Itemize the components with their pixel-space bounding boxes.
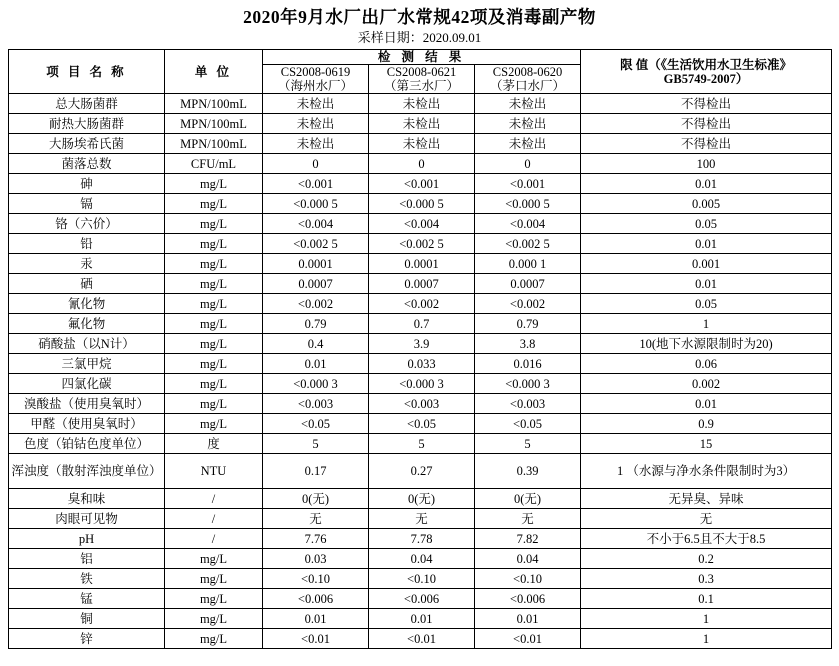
cell-unit: / — [165, 529, 263, 549]
cell-item-name: 三氯甲烷 — [9, 354, 165, 374]
cell-result-1: <0.000 3 — [263, 374, 369, 394]
table-row — [9, 354, 832, 374]
cell-limit: 0.01 — [581, 174, 832, 194]
cell-limit: 10(地下水源限制时为20) — [581, 334, 832, 354]
cell-result-3: 0.016 — [475, 354, 581, 374]
header-limit — [581, 50, 832, 94]
cell-item-name: 色度（铂钴色度单位） — [9, 434, 165, 454]
cell-result-3: <0.001 — [475, 174, 581, 194]
cell-result-3: 未检出 — [475, 94, 581, 114]
cell-item-name: 铬（六价） — [9, 214, 165, 234]
cell-result-1: <0.000 5 — [263, 194, 369, 214]
cell-result-3: <0.01 — [475, 629, 581, 649]
cell-result-1: 0.79 — [263, 314, 369, 334]
cell-unit: MPN/100mL — [165, 94, 263, 114]
cell-item-name: 硒 — [9, 274, 165, 294]
sample-plant: （茅口水厂） — [490, 79, 566, 93]
cell-unit: mg/L — [165, 414, 263, 434]
cell-result-2: <0.004 — [369, 214, 475, 234]
cell-result-1: 未检出 — [263, 134, 369, 154]
table-row — [9, 234, 832, 254]
cell-limit: 无异臭、异味 — [581, 489, 832, 509]
cell-item-name: 铅 — [9, 234, 165, 254]
table-row — [9, 214, 832, 234]
cell-result-3: 7.82 — [475, 529, 581, 549]
cell-unit: MPN/100mL — [165, 114, 263, 134]
table-row — [9, 134, 832, 154]
cell-unit: mg/L — [165, 629, 263, 649]
cell-unit: mg/L — [165, 314, 263, 334]
cell-unit: mg/L — [165, 569, 263, 589]
table-row — [9, 294, 832, 314]
header-results: 检 测 结 果 — [263, 50, 581, 65]
cell-result-2: 未检出 — [369, 114, 475, 134]
table-row — [9, 434, 832, 454]
cell-result-1: 0(无) — [263, 489, 369, 509]
cell-limit: 15 — [581, 434, 832, 454]
cell-result-3: <0.000 3 — [475, 374, 581, 394]
cell-result-3: 未检出 — [475, 134, 581, 154]
cell-item-name: 肉眼可见物 — [9, 509, 165, 529]
cell-limit: 不得检出 — [581, 114, 832, 134]
cell-result-3: <0.002 5 — [475, 234, 581, 254]
cell-unit: MPN/100mL — [165, 134, 263, 154]
cell-limit: 0.3 — [581, 569, 832, 589]
cell-item-name: 锰 — [9, 589, 165, 609]
cell-limit: 无 — [581, 509, 832, 529]
cell-limit: 0.2 — [581, 549, 832, 569]
cell-result-2: <0.002 5 — [369, 234, 475, 254]
cell-result-3: 0.01 — [475, 609, 581, 629]
cell-item-name: 臭和味 — [9, 489, 165, 509]
table-row — [9, 274, 832, 294]
cell-limit: 1 （水源与净水条件限制时为3） — [581, 454, 832, 489]
cell-item-name: 镉 — [9, 194, 165, 214]
cell-item-name: 氰化物 — [9, 294, 165, 314]
cell-item-name: 四氯化碳 — [9, 374, 165, 394]
cell-result-3: 0 — [475, 154, 581, 174]
cell-result-1: <0.003 — [263, 394, 369, 414]
table-row — [9, 414, 832, 434]
cell-result-2: 3.9 — [369, 334, 475, 354]
cell-result-2: 0.01 — [369, 609, 475, 629]
table-row — [9, 569, 832, 589]
cell-result-1: 无 — [263, 509, 369, 529]
cell-limit: 不得检出 — [581, 134, 832, 154]
cell-item-name: 铁 — [9, 569, 165, 589]
sample-code: CS2008-0619 — [280, 65, 351, 79]
cell-result-2: 7.78 — [369, 529, 475, 549]
cell-unit: NTU — [165, 454, 263, 489]
cell-limit: 0.06 — [581, 354, 832, 374]
header-unit: 单 位 — [165, 50, 263, 94]
cell-unit: mg/L — [165, 549, 263, 569]
cell-limit: 0.1 — [581, 589, 832, 609]
cell-result-1: <0.05 — [263, 414, 369, 434]
cell-unit: mg/L — [165, 234, 263, 254]
table-row — [9, 314, 832, 334]
cell-limit: 0.001 — [581, 254, 832, 274]
table-row — [9, 94, 832, 114]
cell-item-name: 砷 — [9, 174, 165, 194]
cell-result-1: <0.004 — [263, 214, 369, 234]
table-row — [9, 629, 832, 649]
cell-unit: / — [165, 509, 263, 529]
cell-result-3: 未检出 — [475, 114, 581, 134]
cell-result-1: 0 — [263, 154, 369, 174]
cell-result-2: 0.0007 — [369, 274, 475, 294]
cell-result-1: <0.002 — [263, 294, 369, 314]
cell-result-2: <0.002 — [369, 294, 475, 314]
cell-result-3: 0(无) — [475, 489, 581, 509]
cell-unit: 度 — [165, 434, 263, 454]
table-row — [9, 529, 832, 549]
cell-item-name: 汞 — [9, 254, 165, 274]
cell-result-3: 0.0007 — [475, 274, 581, 294]
cell-result-2: <0.003 — [369, 394, 475, 414]
cell-item-name: 菌落总数 — [9, 154, 165, 174]
cell-result-3: <0.10 — [475, 569, 581, 589]
cell-unit: mg/L — [165, 374, 263, 394]
table-row — [9, 194, 832, 214]
cell-unit: mg/L — [165, 254, 263, 274]
cell-limit: 1 — [581, 629, 832, 649]
header-item-name: 项 目 名 称 — [9, 50, 165, 94]
header-sample-3 — [475, 65, 581, 94]
cell-unit: mg/L — [165, 174, 263, 194]
cell-result-3: 3.8 — [475, 334, 581, 354]
cell-item-name: 耐热大肠菌群 — [9, 114, 165, 134]
cell-result-2: 未检出 — [369, 134, 475, 154]
cell-result-3: <0.004 — [475, 214, 581, 234]
cell-result-2: 0.27 — [369, 454, 475, 489]
table-row — [9, 374, 832, 394]
cell-limit: 不得检出 — [581, 94, 832, 114]
cell-result-1: 5 — [263, 434, 369, 454]
table-row — [9, 509, 832, 529]
cell-item-name: 锌 — [9, 629, 165, 649]
cell-limit: 0.05 — [581, 294, 832, 314]
cell-unit: CFU/mL — [165, 154, 263, 174]
cell-limit: 0.01 — [581, 394, 832, 414]
water-quality-table — [8, 49, 832, 649]
cell-limit: 100 — [581, 154, 832, 174]
cell-limit: 不小于6.5且不大于8.5 — [581, 529, 832, 549]
cell-limit: 1 — [581, 314, 832, 334]
cell-result-2: 0(无) — [369, 489, 475, 509]
cell-result-3: <0.002 — [475, 294, 581, 314]
cell-unit: mg/L — [165, 294, 263, 314]
cell-result-1: 0.0007 — [263, 274, 369, 294]
table-row — [9, 489, 832, 509]
cell-result-3: <0.003 — [475, 394, 581, 414]
cell-result-3: 5 — [475, 434, 581, 454]
cell-item-name: 铜 — [9, 609, 165, 629]
cell-result-1: 0.01 — [263, 354, 369, 374]
cell-result-1: <0.10 — [263, 569, 369, 589]
table-row — [9, 394, 832, 414]
table-row — [9, 454, 832, 489]
header-limit-line1: 限 值（《生活饮用水卫生标准》 — [620, 57, 792, 72]
cell-result-2: 无 — [369, 509, 475, 529]
header-limit-line2: GB5749-2007） — [663, 71, 749, 86]
table-row — [9, 609, 832, 629]
cell-unit: mg/L — [165, 354, 263, 374]
table-row — [9, 334, 832, 354]
cell-result-2: <0.000 5 — [369, 194, 475, 214]
cell-item-name: 硝酸盐（以N计） — [9, 334, 165, 354]
cell-result-3: 0.000 1 — [475, 254, 581, 274]
sample-plant: （海州水厂） — [277, 79, 353, 93]
cell-result-2: 未检出 — [369, 94, 475, 114]
cell-item-name: 铝 — [9, 549, 165, 569]
cell-result-2: 0.04 — [369, 549, 475, 569]
cell-result-2: <0.05 — [369, 414, 475, 434]
cell-result-2: 0 — [369, 154, 475, 174]
cell-limit: 0.9 — [581, 414, 832, 434]
cell-result-2: <0.01 — [369, 629, 475, 649]
cell-result-2: 5 — [369, 434, 475, 454]
cell-unit: mg/L — [165, 194, 263, 214]
cell-result-1: 未检出 — [263, 114, 369, 134]
cell-item-name: 甲醛（使用臭氧时） — [9, 414, 165, 434]
table-row — [9, 114, 832, 134]
cell-item-name: 浑浊度（散射浑浊度单位） — [9, 454, 165, 489]
table-row — [9, 254, 832, 274]
cell-result-2: <0.001 — [369, 174, 475, 194]
cell-result-1: 未检出 — [263, 94, 369, 114]
cell-result-1: 0.4 — [263, 334, 369, 354]
header-sample-1 — [263, 65, 369, 94]
cell-result-1: 7.76 — [263, 529, 369, 549]
cell-limit: 0.01 — [581, 234, 832, 254]
table-body — [9, 94, 832, 649]
cell-result-3: <0.006 — [475, 589, 581, 609]
cell-result-1: 0.01 — [263, 609, 369, 629]
cell-result-1: 0.03 — [263, 549, 369, 569]
table-row — [9, 174, 832, 194]
cell-result-3: 0.04 — [475, 549, 581, 569]
cell-limit: 1 — [581, 609, 832, 629]
cell-result-1: <0.002 5 — [263, 234, 369, 254]
cell-result-3: 0.39 — [475, 454, 581, 489]
cell-unit: mg/L — [165, 609, 263, 629]
cell-result-1: <0.006 — [263, 589, 369, 609]
cell-result-2: 0.7 — [369, 314, 475, 334]
sample-plant: （第三水厂） — [383, 79, 459, 93]
cell-result-1: <0.001 — [263, 174, 369, 194]
cell-unit: mg/L — [165, 589, 263, 609]
table-row — [9, 549, 832, 569]
sample-code: CS2008-0620 — [492, 65, 563, 79]
cell-unit: mg/L — [165, 214, 263, 234]
cell-result-3: 0.79 — [475, 314, 581, 334]
cell-result-2: 0.0001 — [369, 254, 475, 274]
cell-result-2: <0.000 3 — [369, 374, 475, 394]
cell-result-1: 0.0001 — [263, 254, 369, 274]
cell-limit: 0.005 — [581, 194, 832, 214]
page-title: 2020年9月水厂出厂水常规42项及消毒副产物 — [243, 7, 596, 27]
cell-item-name: 总大肠菌群 — [9, 94, 165, 114]
cell-item-name: pH — [9, 529, 165, 549]
table-header-row-1 — [9, 50, 832, 65]
cell-item-name: 氟化物 — [9, 314, 165, 334]
cell-result-3: <0.05 — [475, 414, 581, 434]
cell-limit: 0.01 — [581, 274, 832, 294]
cell-result-2: <0.006 — [369, 589, 475, 609]
cell-result-1: <0.01 — [263, 629, 369, 649]
cell-item-name: 溴酸盐（使用臭氧时） — [9, 394, 165, 414]
cell-item-name: 大肠埃希氏菌 — [9, 134, 165, 154]
cell-limit: 0.002 — [581, 374, 832, 394]
cell-result-2: <0.10 — [369, 569, 475, 589]
header-sample-2 — [369, 65, 475, 94]
cell-result-3: <0.000 5 — [475, 194, 581, 214]
cell-result-1: 0.17 — [263, 454, 369, 489]
cell-result-2: 0.033 — [369, 354, 475, 374]
cell-result-3: 无 — [475, 509, 581, 529]
cell-unit: mg/L — [165, 394, 263, 414]
cell-unit: / — [165, 489, 263, 509]
sample-date: 采样日期：2020.09.01 — [357, 30, 482, 45]
cell-unit: mg/L — [165, 274, 263, 294]
table-row — [9, 154, 832, 174]
sample-code: CS2008-0621 — [386, 65, 457, 79]
cell-limit: 0.05 — [581, 214, 832, 234]
table-row — [9, 589, 832, 609]
cell-unit: mg/L — [165, 334, 263, 354]
